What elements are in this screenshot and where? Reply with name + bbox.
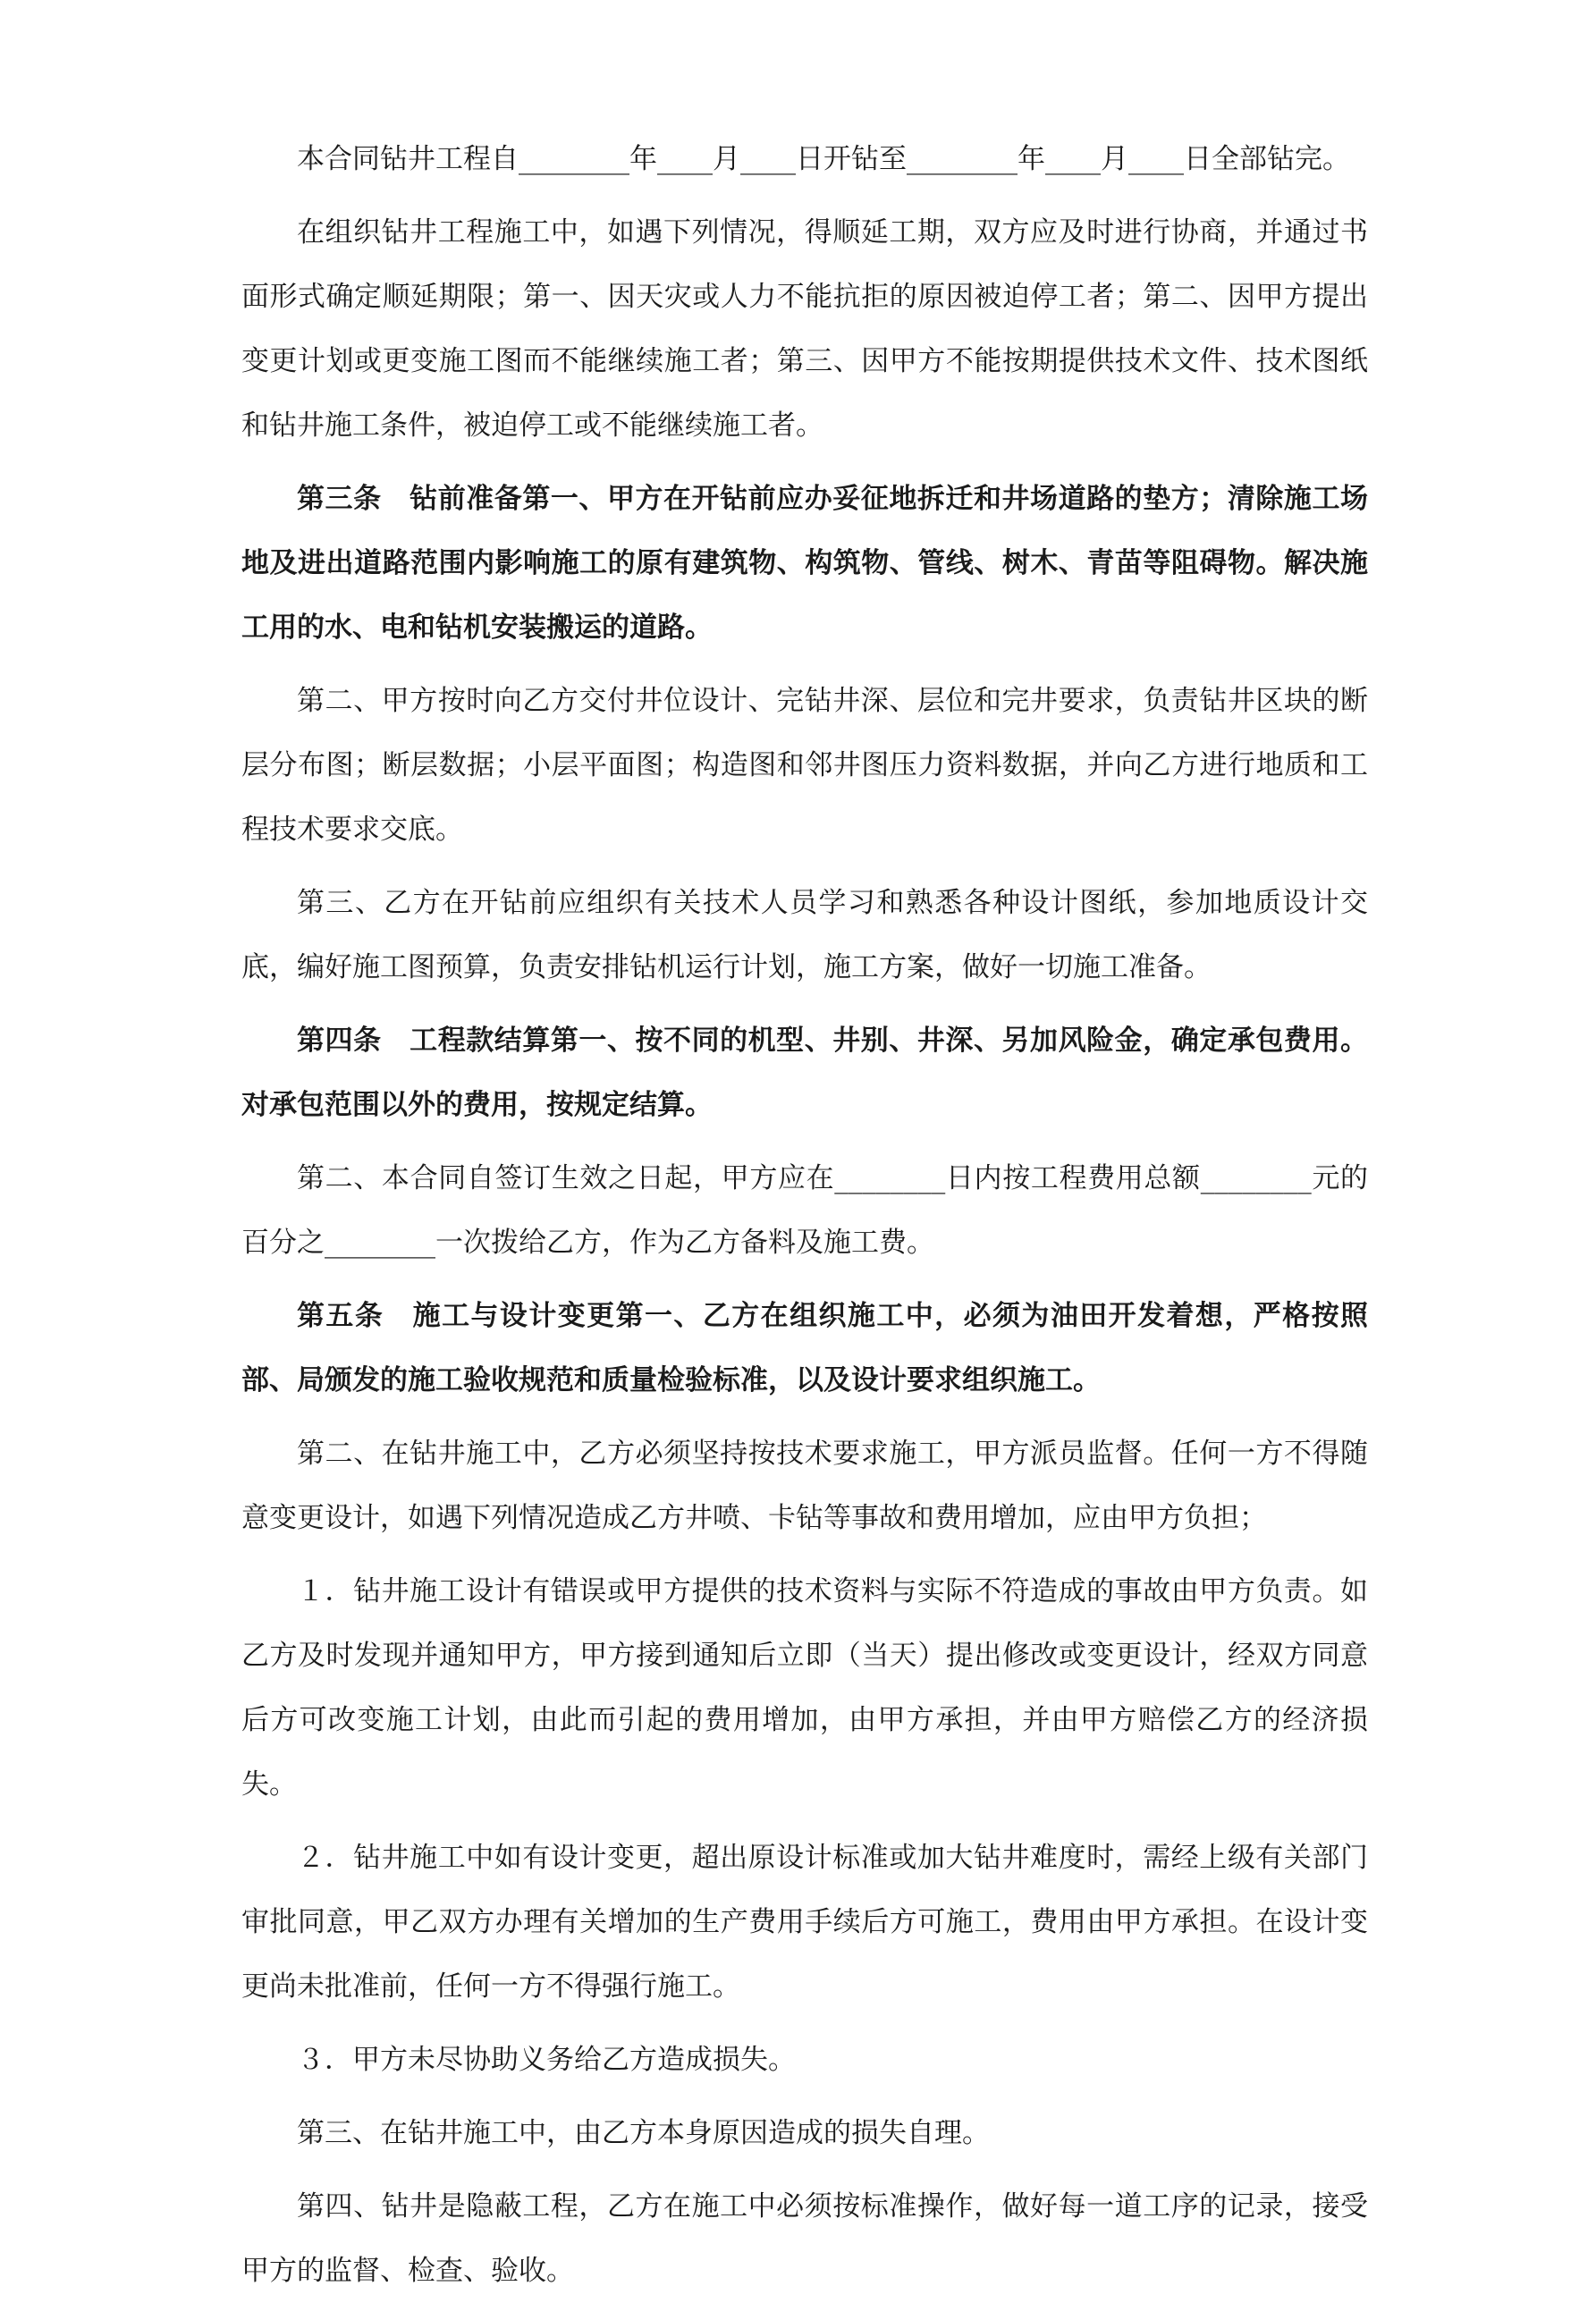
paragraph-party-b-own-losses: 第三、在钻井施工中，由乙方本身原因造成的损失自理。 [297, 2117, 990, 2149]
paragraph-schedule-extension: 在组织钻井工程施工中，如遇下列情况，得顺延工期，双方应及时进行协商，并通过书面形式确定顺延期限；第一、因天灾或人力不能抗拒的原因被迫停工者；第二、因甲方提出变更计划或更变施工图而不能继续施工者；第三、因甲方不能按期提供技术文件、技术图纸和钻井施工条件，被迫停工或不能继续施工者。 [241, 216, 1368, 442]
paragraph-advance-payment: 第二、本合同自签订生效之日起，甲方应在________日内按工程费用总额________元的百分之________一次拨给乙方，作为乙方备料及施工费。 [241, 1162, 1368, 1259]
list-item-1-design-errors: １．钻井施工设计有错误或甲方提供的技术资料与实际不符造成的事故由甲方负责。如乙方及时发现并通知甲方，甲方接到通知后立即（当天）提出修改或变更设计，经双方同意后方可改变施工计划，由此而引起的费用增加，由甲方承担，并由甲方赔偿乙方的经济损失。 [241, 1575, 1368, 1801]
contract-page-body [241, 127, 1368, 2303]
paragraph-technical-requirements: 第二、在钻井施工中，乙方必须坚持按技术要求施工，甲方派员监督。任何一方不得随意变更设计，如遇下列情况造成乙方井喷、卡钻等事故和费用增加，应由甲方负担； [241, 1438, 1368, 1534]
paragraph-drilling-schedule: 本合同钻井工程自________年____月____日开钻至________年____月____日全部钻完。 [297, 143, 1350, 175]
paragraph-concealed-works: 第四、钻井是隐蔽工程，乙方在施工中必须按标准操作，做好每一道工序的记录，接受甲方的监督、检查、验收。 [241, 2190, 1368, 2287]
article-3-pre-drilling-preparation: 第三条 钻前准备第一、甲方在开钻前应办妥征地拆迁和井场道路的垫方；清除施工场地及进出道路范围内影响施工的原有建筑物、构筑物、管线、树木、青苗等阻碍物。解决施工用的水、电和钻机安装搬运的道路。 [241, 483, 1368, 644]
list-item-2-design-changes: ２．钻井施工中如有设计变更，超出原设计标准或加大钻井难度时，需经上级有关部门审批同意，甲乙双方办理有关增加的生产费用手续后方可施工，费用由甲方承担。在设计变更尚未批准前，任何一方不得强行施工。 [241, 1842, 1368, 2003]
article-4-payment-settlement: 第四条 工程款结算第一、按不同的机型、井别、井深、另加风险金，确定承包费用。对承包范围以外的费用，按规定结算。 [241, 1025, 1368, 1121]
article-5-construction-and-design-change: 第五条 施工与设计变更第一、乙方在组织施工中，必须为油田开发着想，严格按照部、局颁发的施工验收规范和质量检验标准，以及设计要求组织施工。 [241, 1300, 1368, 1396]
paragraph-party-a-deliverables: 第二、甲方按时向乙方交付井位设计、完钻井深、层位和完井要求，负责钻井区块的断层分布图；断层数据；小层平面图；构造图和邻井图压力资料数据，并向乙方进行地质和工程技术要求交底。 [241, 685, 1368, 846]
list-item-3-assistance-failure: ３．甲方未尽协助义务给乙方造成损失。 [297, 2044, 796, 2076]
paragraph-party-b-preparation: 第三、乙方在开钻前应组织有关技术人员学习和熟悉各种设计图纸，参加地质设计交底，编好施工图预算，负责安排钻机运行计划，施工方案，做好一切施工准备。 [241, 887, 1368, 983]
